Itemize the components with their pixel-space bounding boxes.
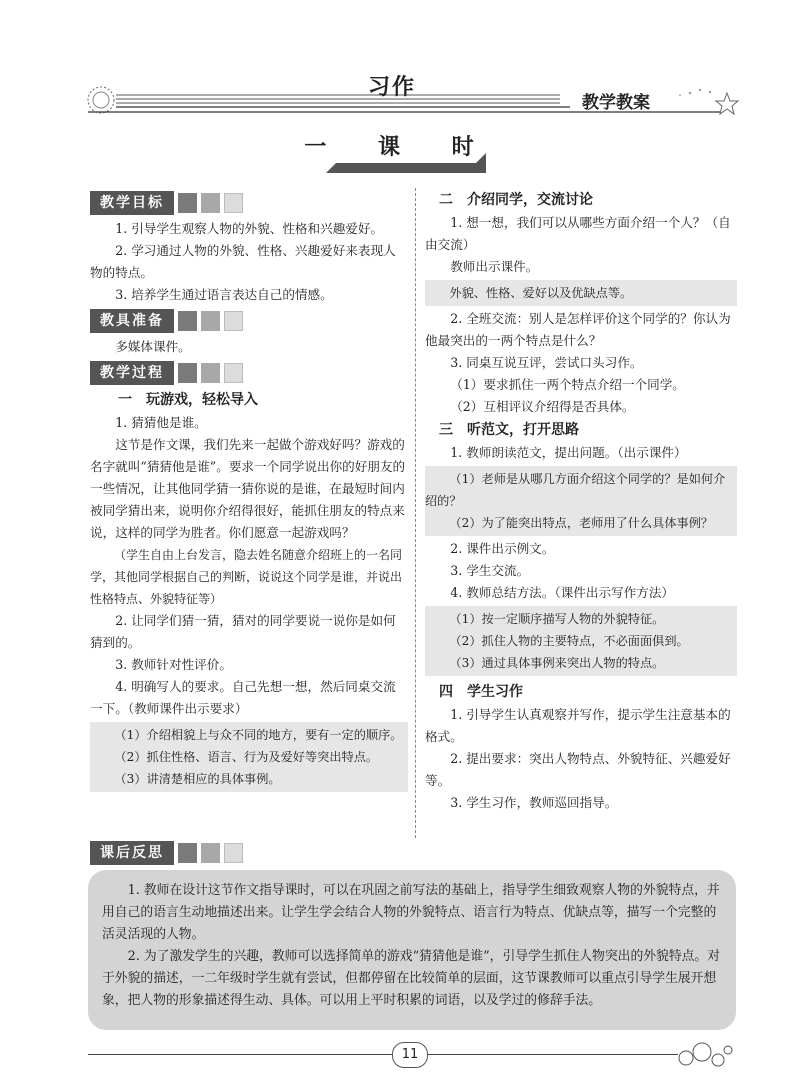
square-icon <box>201 363 220 383</box>
s4-title: 四 学生习作 <box>439 684 523 700</box>
s2-p5: （1）要求抓住一两个特点介绍一个同学。 <box>450 377 685 392</box>
s3-box2-item-3: （3）通过具体事例来突出人物的特点。 <box>449 656 665 670</box>
s3-p1: 1. 教师朗读范文，提出问题。（出示课件） <box>450 445 687 460</box>
section-reflection-label: 课后反思 <box>90 841 174 865</box>
square-icon <box>224 311 243 331</box>
process-p6: 4. 明确写人的要求。自己先想一想，然后同桌交流一下。（教师课件出示要求） <box>90 679 396 716</box>
left-column <box>90 188 408 794</box>
s3-box1-item-1: （1）老师是从哪几方面介绍这个同学的？是如何介绍的？ <box>425 472 726 508</box>
s3-p3: 3. 学生交流。 <box>450 563 530 578</box>
header-band <box>0 0 800 120</box>
process-p2: 这节是作文课，我们先来一起做个游戏好吗？游戏的名字就叫“猜猜他是谁”。要求一个同学说出你的好朋友的一些情况，让其他同学猜一猜你说的是谁，在最短时间内被同学猜出来，说明你介绍得很好，能抓住朋友的特点来说，这样的同学为胜者。你们愿意一起游戏吗？ <box>90 437 406 540</box>
s2-p4: 3. 同桌互说互评，尝试口头习作。 <box>450 355 643 370</box>
s2-p3: 2. 全班交流：别人是怎样评价这个同学的？你认为他最突出的一两个特点是什么？ <box>425 311 731 348</box>
reflection-p1: 1. 教师在设计这节作文指导课时，可以在巩固之前写法的基础上，指导学生细致观察人物的外貌特点，并用自己的语言生动地描述出来。让学生学会结合人物的外貌特点、语言行为特点、优缺点等，描写一个完整的活灵活现的人物。 <box>102 883 720 942</box>
square-icon <box>224 843 243 863</box>
square-icon <box>178 363 197 383</box>
s4-p3: 3. 学生习作，教师巡回指导。 <box>450 795 618 810</box>
square-icon <box>178 193 197 213</box>
reflection-box <box>88 870 736 1030</box>
section-tools-header <box>90 308 408 334</box>
s3-box2-item-2: （2）抓住人物的主要特点，不必面面俱到。 <box>449 634 689 648</box>
process-p4: 2. 让同学们猜一猜，猜对的同学要说一说你是如何猜到的。 <box>90 613 396 650</box>
s4-p2: 2. 提出要求：突出人物特点、外貌特征、兴趣爱好等。 <box>425 751 731 788</box>
s3-title: 三 听范文，打开思路 <box>439 422 579 438</box>
goal-item-3: 3. 培养学生通过语言表达自己的情感。 <box>115 287 333 302</box>
column-divider <box>415 188 417 838</box>
right-column <box>425 188 737 814</box>
footer-circles-decoration <box>676 1040 736 1070</box>
header-title: 习作 <box>368 75 417 100</box>
header-right-label: 教学教案 <box>582 93 650 113</box>
section-process-header <box>90 360 408 386</box>
s3-box1 <box>425 466 737 536</box>
square-icon <box>224 193 243 213</box>
s2-p6: （2）互相评议介绍得是否具体。 <box>450 399 635 414</box>
tools-text: 多媒体课件。 <box>115 339 191 354</box>
section-goals-header <box>90 190 408 216</box>
square-icon <box>201 193 220 213</box>
header-decoration <box>0 0 800 120</box>
s3-box2-item-1: （1）按一定顺序描写人物的外貌特征。 <box>449 612 665 626</box>
requirement-item-2: （2）抓住性格、语言、行为及爱好等突出特点。 <box>114 750 379 764</box>
s2-box <box>425 280 737 306</box>
s3-box2 <box>425 606 737 676</box>
page-number: 11 <box>392 1042 428 1068</box>
footer-line <box>88 1054 678 1055</box>
square-icon <box>178 311 197 331</box>
s3-box1-item-2: （2）为了能突出特点，老师用了什么具体事例？ <box>449 516 714 530</box>
requirement-item-1: （1）介绍相貌上与众不同的地方，要有一定的顺序。 <box>114 728 403 742</box>
goal-item-2: 2. 学习通过人物的外貌、性格、兴趣爱好来表现人物的特点。 <box>90 243 396 280</box>
s2-box-text: 外貌、性格、爱好以及优缺点等。 <box>449 286 633 300</box>
lesson-title: 一 课 时 <box>304 135 496 160</box>
goal-item-1: 1. 引导学生观察人物的外貌、性格和兴趣爱好。 <box>115 221 384 236</box>
s3-p2: 2. 课件出示例文。 <box>450 541 555 556</box>
square-icon <box>224 363 243 383</box>
square-icon <box>201 311 220 331</box>
s2-title: 二 介绍同学，交流讨论 <box>439 192 593 208</box>
process-p5: 3. 教师针对性评价。 <box>115 657 232 672</box>
requirements-box <box>90 722 408 792</box>
s2-p1: 1. 想一想，我们可以从哪些方面介绍一个人？（自由交流） <box>425 215 731 252</box>
process-subheading: 一 玩游戏，轻松导入 <box>118 392 258 408</box>
s2-p2: 教师出示课件。 <box>450 259 539 274</box>
section-reflection-header <box>90 838 243 868</box>
process-p1: 1. 猜猜他是谁。 <box>115 415 207 430</box>
square-icon <box>178 843 197 863</box>
section-tools-label: 教具准备 <box>90 309 174 333</box>
square-icon <box>201 843 220 863</box>
s4-p1: 1. 引导学生认真观察并写作，提示学生注意基本的格式。 <box>425 707 731 744</box>
s3-p4: 4. 教师总结方法。（课件出示写作方法） <box>450 585 675 600</box>
requirement-item-3: （3）讲清楚相应的具体事例。 <box>114 772 281 786</box>
process-p3: （学生自由上台发言，隐去姓名随意介绍班上的一名同学，其他同学根据自己的判断，说说这个同学是谁，并说出性格特点、外貌特征等） <box>90 548 403 606</box>
section-goals-label: 教学目标 <box>90 191 174 215</box>
section-process-label: 教学过程 <box>90 361 174 385</box>
reflection-p2: 2. 为了激发学生的兴趣，教师可以选择简单的游戏“猜猜他是谁”，引导学生抓住人物突出的外貌特点。对于外貌的描述，一二年级时学生就有尝试，但都停留在比较简单的层面，这节课教师可以重点引导学生展开想象，把人物的形象描述得生动、具体。可以用上平时积累的词语，以及学过的修辞手法。 <box>102 949 721 1008</box>
